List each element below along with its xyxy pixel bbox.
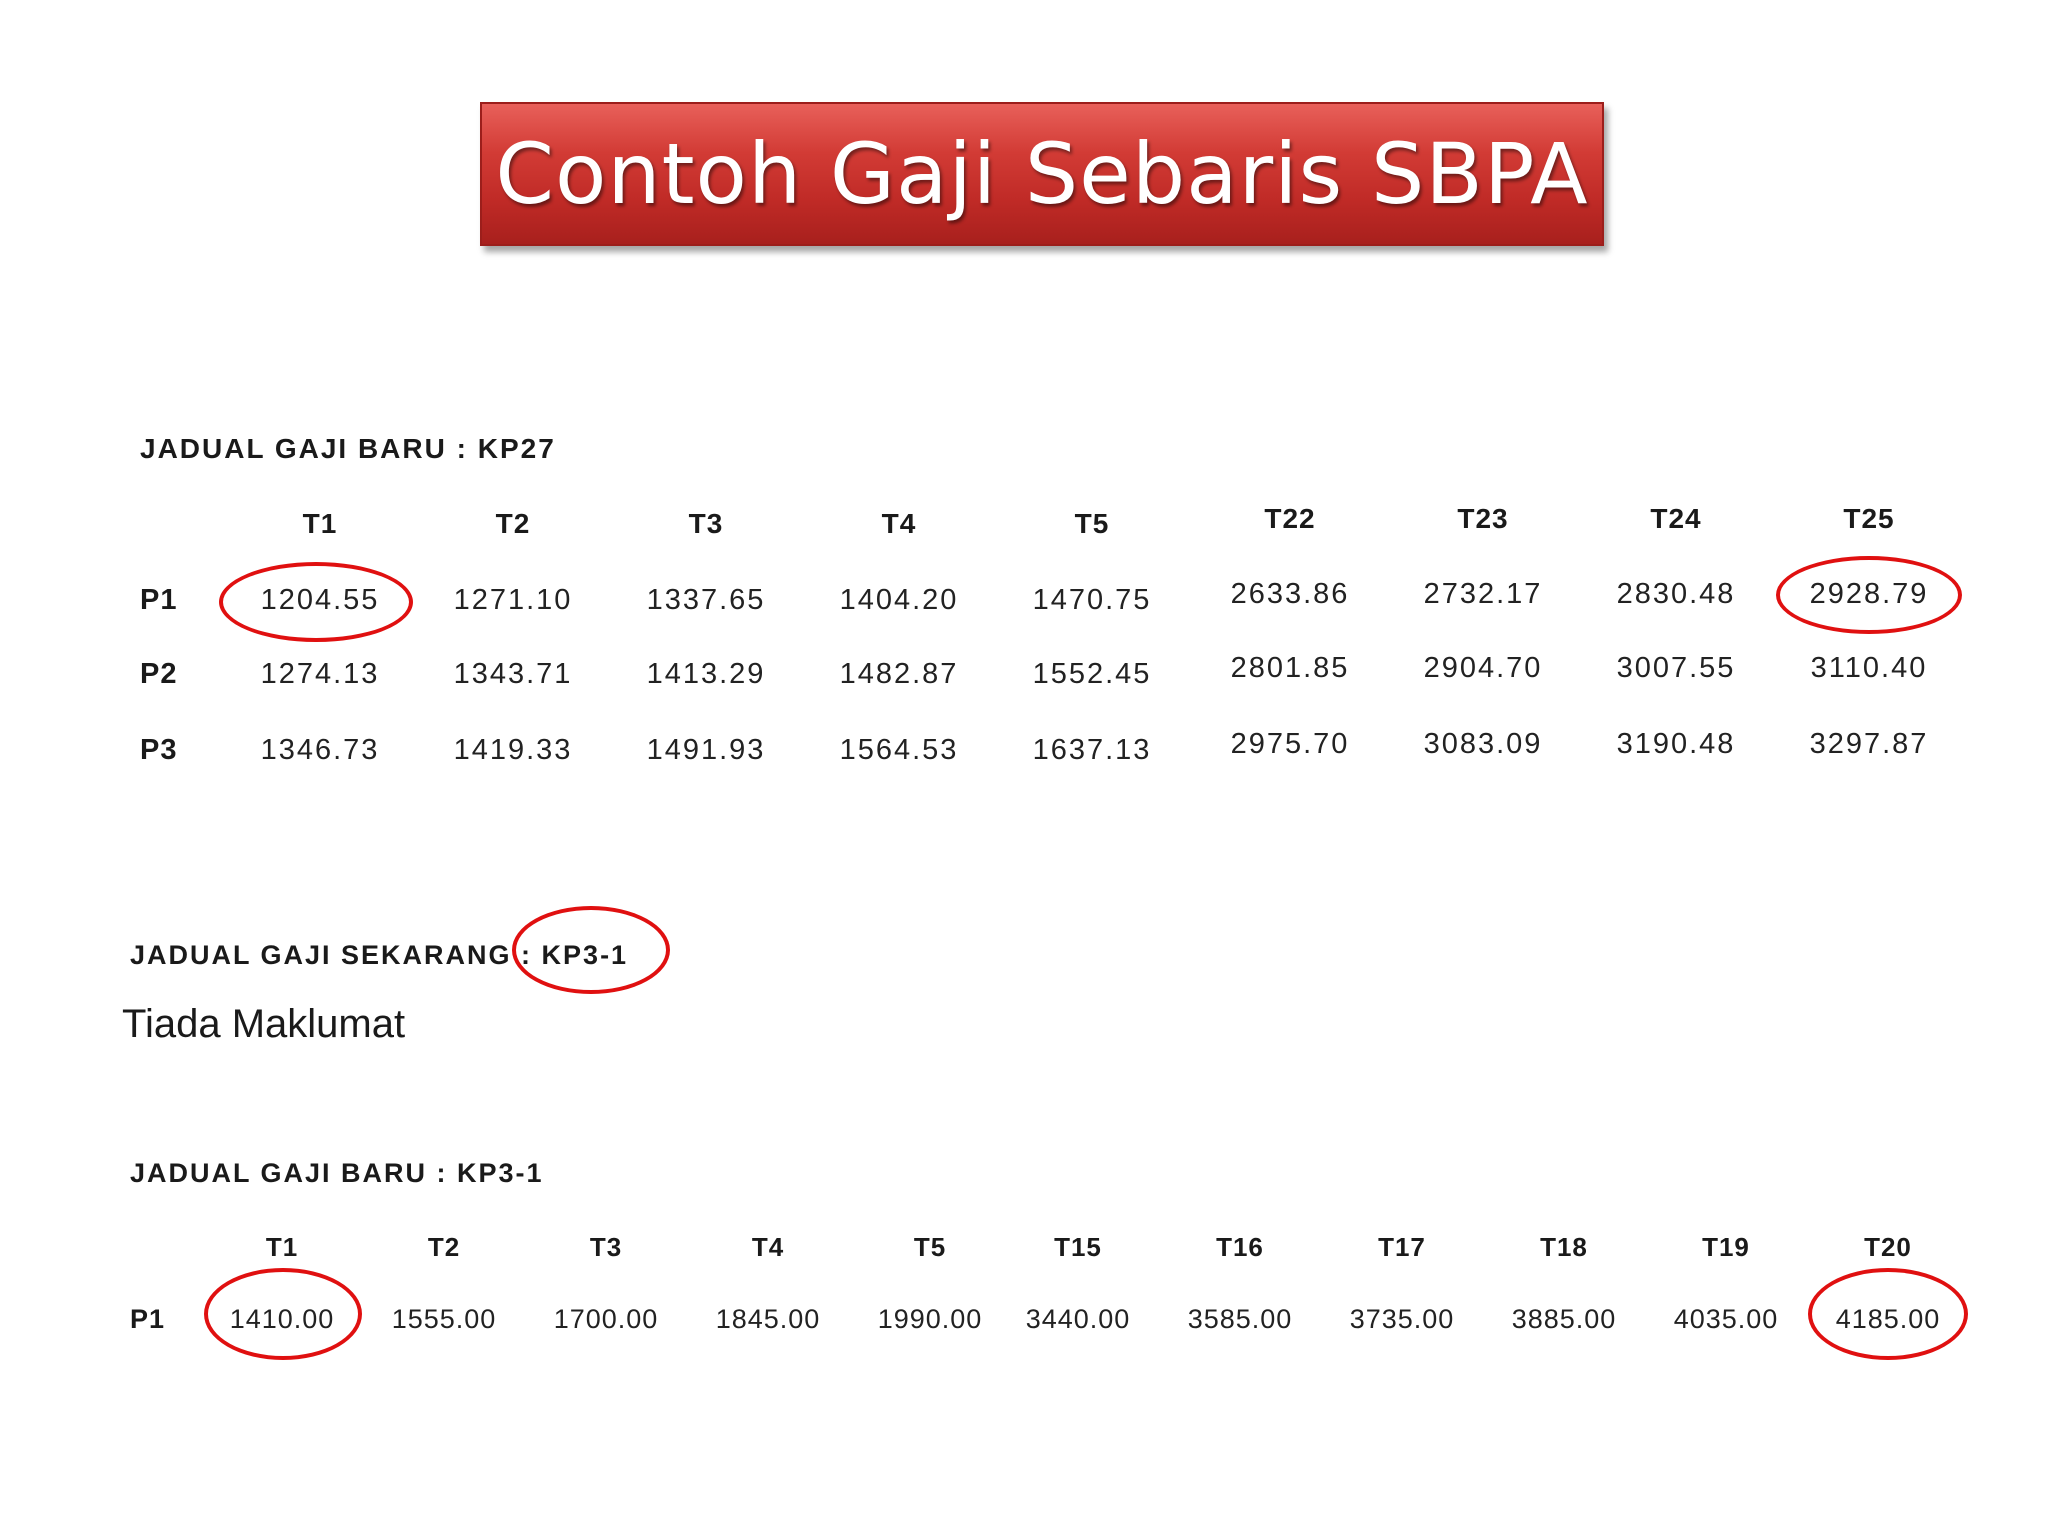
table-cell: 1482.87 bbox=[839, 658, 959, 690]
column-header: T19 bbox=[1702, 1232, 1750, 1262]
table-cell: 1700.00 bbox=[553, 1304, 659, 1334]
table-cell: 2904.70 bbox=[1423, 652, 1543, 684]
table-cell: 1337.65 bbox=[646, 584, 766, 616]
column-header: T17 bbox=[1378, 1232, 1426, 1262]
table-cell: 1564.53 bbox=[839, 734, 959, 766]
column-header: T2 bbox=[427, 1232, 461, 1262]
table-cell: 1413.29 bbox=[646, 658, 766, 690]
table-cell: 2830.48 bbox=[1616, 578, 1736, 610]
table-cell: 1637.13 bbox=[1032, 734, 1152, 766]
table-cell: 2732.17 bbox=[1423, 578, 1543, 610]
table-cell: 1419.33 bbox=[453, 734, 573, 766]
table-cell: 1274.13 bbox=[260, 658, 380, 690]
table-cell: 3190.48 bbox=[1616, 728, 1736, 760]
table-heading: JADUAL GAJI BARU : KP27 bbox=[140, 433, 556, 464]
column-header: T23 bbox=[1457, 503, 1509, 534]
table-cell: 3083.09 bbox=[1423, 728, 1543, 760]
column-header: T5 bbox=[1074, 508, 1110, 539]
table-cell: 3110.40 bbox=[1810, 652, 1928, 684]
column-header: T4 bbox=[881, 508, 917, 539]
table-cell: 2801.85 bbox=[1230, 652, 1350, 684]
table-cell: 1404.20 bbox=[839, 584, 959, 616]
table-cell: 3585.00 bbox=[1187, 1304, 1293, 1334]
title-banner bbox=[480, 102, 1604, 246]
table-cell: 1491.93 bbox=[646, 734, 766, 766]
table-cell: 3007.55 bbox=[1616, 652, 1736, 684]
row-header: P1 bbox=[140, 584, 178, 616]
column-header: T16 bbox=[1216, 1232, 1264, 1262]
table-cell: 1204.55 bbox=[260, 584, 380, 616]
table-cell: 1845.00 bbox=[715, 1304, 821, 1334]
table-cell: 4035.00 bbox=[1673, 1304, 1779, 1334]
row-header: P2 bbox=[140, 658, 178, 690]
column-header: T3 bbox=[688, 508, 724, 539]
column-header: T18 bbox=[1540, 1232, 1588, 1262]
table-cell: 2975.70 bbox=[1230, 728, 1350, 760]
no-info-message: Tiada Maklumat bbox=[122, 1002, 406, 1046]
table-cell: 3440.00 bbox=[1025, 1304, 1131, 1334]
table-cell: 3885.00 bbox=[1511, 1304, 1617, 1334]
column-header: T2 bbox=[495, 508, 531, 539]
table-cell: 1346.73 bbox=[260, 734, 380, 766]
table-cell: 1410.00 bbox=[229, 1304, 335, 1334]
row-header: P3 bbox=[140, 734, 178, 766]
column-header: T3 bbox=[589, 1232, 623, 1262]
column-header: T1 bbox=[302, 508, 338, 539]
table-cell: 1552.45 bbox=[1032, 658, 1152, 690]
table-cell: 3297.87 bbox=[1809, 728, 1929, 760]
table-cell: 4185.00 bbox=[1835, 1304, 1941, 1334]
table-cell: 1271.10 bbox=[453, 584, 573, 616]
column-header: T24 bbox=[1650, 503, 1702, 534]
table-cell: 3735.00 bbox=[1349, 1304, 1455, 1334]
table-cell: 1470.75 bbox=[1032, 584, 1152, 616]
table-heading: JADUAL GAJI BARU : KP3-1 bbox=[130, 1158, 544, 1188]
column-header: T20 bbox=[1864, 1232, 1912, 1262]
slide-title: Contoh Gaji Sebaris SBPA bbox=[495, 125, 1589, 223]
column-header: T1 bbox=[265, 1232, 299, 1262]
table-cell: 1990.00 bbox=[877, 1304, 983, 1334]
table-cell: 2633.86 bbox=[1230, 578, 1350, 610]
table-cell: 1555.00 bbox=[391, 1304, 497, 1334]
column-header: T22 bbox=[1264, 503, 1316, 534]
column-header: T15 bbox=[1054, 1232, 1102, 1262]
row-header: P1 bbox=[130, 1304, 166, 1334]
table-cell: 1343.71 bbox=[453, 658, 573, 690]
table-heading: JADUAL GAJI SEKARANG : KP3-1 bbox=[130, 940, 629, 970]
column-header: T25 bbox=[1843, 503, 1895, 534]
column-header: T4 bbox=[751, 1232, 785, 1262]
table-cell: 2928.79 bbox=[1809, 578, 1929, 610]
column-header: T5 bbox=[913, 1232, 947, 1262]
